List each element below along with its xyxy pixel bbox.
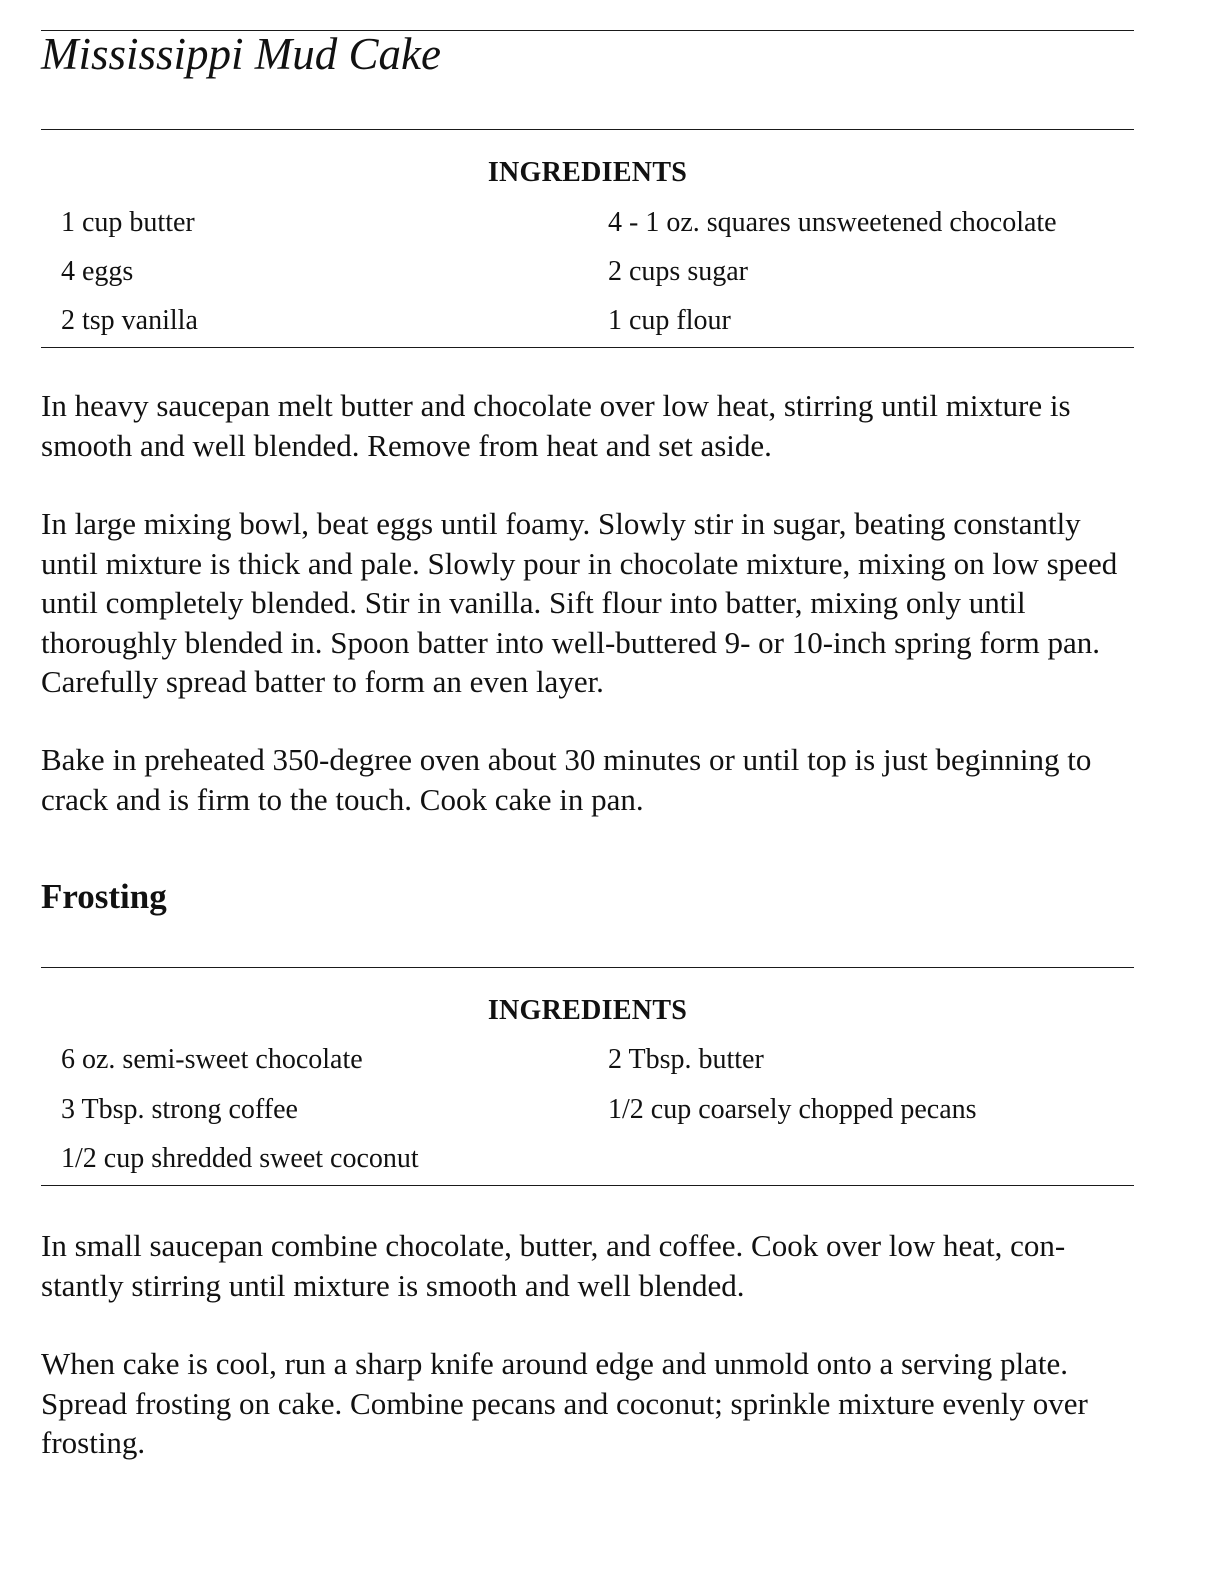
cake-step-paragraph: Bake in preheated 350-degree oven about 30 minutes or until top is just beginning to crack and is firm to the touch. Cook cake in pan. [41, 742, 1092, 817]
frosting-ingredient-item: 1/2 cup shredded sweet coconut [61, 1143, 419, 1174]
frosting-step-paragraph: When cake is cool, run a sharp knife around edge and unmold onto a serving plate. Spread frosting on cake. Combine pecans and coconut; sprinkle mixture evenly over frosting. [41, 1346, 1088, 1460]
frosting-ingredient-item: 1/2 cup coarsely chopped pecans [608, 1094, 977, 1125]
frosting-step-paragraph: In small saucepan combine chocolate, butter, and coffee. Cook over low heat, con- stantly stirring until mixture is smooth and well blended. [41, 1228, 1066, 1303]
frosting-ingredients-top-rule [41, 967, 1134, 968]
frosting-heading: Frosting [41, 877, 167, 916]
frosting-ingredients-bottom-rule [41, 1185, 1134, 1186]
cake-ingredients-heading: INGREDIENTS [487, 157, 688, 188]
cake-ingredient-item: 1 cup butter [61, 207, 195, 238]
cake-ingredient-item: 4 eggs [61, 256, 134, 287]
frosting-ingredients-heading: INGREDIENTS [487, 995, 688, 1026]
cake-ingredients-bottom-rule [41, 347, 1134, 348]
cake-ingredient-item: 2 cups sugar [608, 256, 748, 287]
cake-ingredient-item: 2 tsp vanilla [61, 305, 198, 336]
frosting-ingredient-item: 3 Tbsp. strong coffee [61, 1094, 298, 1125]
frosting-ingredient-item: 2 Tbsp. butter [608, 1044, 764, 1075]
cake-ingredient-item: 1 cup flour [608, 305, 731, 336]
cake-ingredients-top-rule [41, 129, 1134, 130]
cake-step-paragraph: In large mixing bowl, beat eggs until foamy. Slowly stir in sugar, beating constantly until mixture is thick and pale. Slowly pour in chocolate mixture, mixing on low speed until completely blended. Stir in vanilla. Sift flour into batter, mixing only until thoroughly blended in. Spoon batter into well-buttered 9- or 10-inch spring form pan. Carefully spread batter to form an even layer. [41, 506, 1118, 699]
cake-step-paragraph: In heavy saucepan melt butter and chocolate over low heat, stirring until mixture is smooth and well blended. Remove from heat and set aside. [41, 388, 1071, 463]
cake-ingredient-item: 4 - 1 oz. squares unsweetened chocolate [608, 207, 1057, 238]
frosting-ingredient-item: 6 oz. semi-sweet chocolate [61, 1044, 363, 1075]
recipe-title: Mississippi Mud Cake [41, 29, 441, 79]
